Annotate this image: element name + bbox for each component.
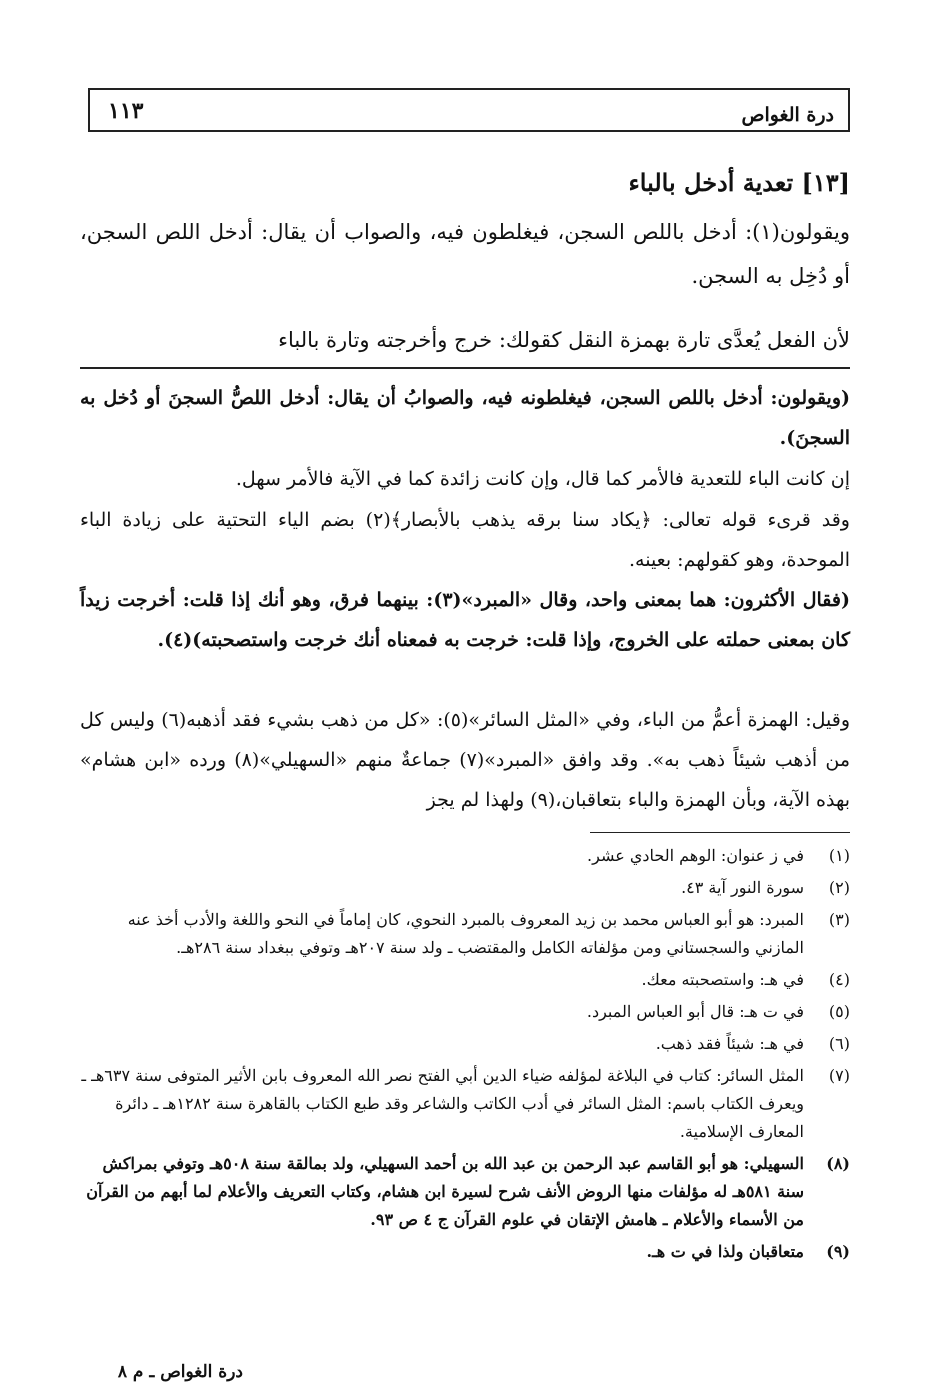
footnote-item <box>80 906 850 962</box>
footnote-text: في هـ: شيئاً فقد ذهب. <box>655 1034 804 1053</box>
commentary-paragraph-1: إن كانت الباء للتعدية فالأمر كما قال، وإن كانت زائدة كما في الآية فالأمر سهل. <box>235 468 850 490</box>
footnote-text: متعاقبان ولذا في ت هـ. <box>646 1242 804 1261</box>
main-paragraph-1: ويقولون(١): أدخل باللص السجن، فيغلطون فيه، والصواب أن يقال: أدخل اللص السجن، أو دُخِل به السجن. <box>80 220 850 288</box>
footnote-text: السهيلي: هو أبو القاسم عبد الرحمن بن عبد الله بن أحمد السهيلي، ولد بمالقة سنة ٥٠٨هـ وتوفي بمراكش سنة ٥٨١هـ له مؤلفات منها الروض الأنف شرح لسيرة ابن هشام، وكتاب التعريف والأعلام لما أبهم من القرآن من الأسماء والأعلام ـ هامش الإتقان في علوم القرآن ج ٤ ص ٩٣. <box>86 1154 804 1229</box>
footnote-item <box>80 842 850 870</box>
commentary-paragraph-2: وقد قرىء قوله تعالى: ﴿يكاد سنا برقه يذهب بالأبصار﴾(٢) بضم الياء التحتية على زيادة الباء الموحدة، وهو كقولهم: بعينه. <box>80 509 850 571</box>
footnote-number: (٧) <box>828 1066 850 1085</box>
footnote-text: المبرد: هو أبو العباس محمد بن زيد المعروف بالمبرد النحوي، كان إماماً في النحو واللغة والأدب أخذ عنه المازني والسجستاني ومن مؤلفاته الكامل والمقتضب ـ ولد سنة ٢٠٧هـ وتوفي ببغداد سنة ٢٨٦هـ. <box>127 910 804 957</box>
footnote-number: (٥) <box>828 1002 850 1021</box>
footnote-text: في ت هـ: قال أبو العباس المبرد. <box>586 1002 804 1021</box>
footnote-item <box>80 1238 850 1266</box>
page-footer: درة الغواص ـ م ٨ <box>117 1362 243 1382</box>
footnote-number: (٤) <box>828 970 850 989</box>
footnote-text: سورة النور آية ٤٣. <box>681 878 804 897</box>
section-divider <box>80 367 850 369</box>
footnote-item <box>80 1030 850 1058</box>
section-heading: [١٣] تعدية أدخل بالباء <box>628 168 850 197</box>
page-header <box>88 88 850 132</box>
footnote-item <box>80 1062 850 1146</box>
footnote-item <box>80 966 850 994</box>
footnote-separator <box>590 832 850 833</box>
footnote-item <box>80 998 850 1026</box>
commentary-paragraph-3: وقيل: الهمزة أعمُّ من الباء، وفي «المثل السائر»(٥): «كل من ذهب بشيء فقد أذهبه(٦) وليس كل من أذهب شيئاً ذهب به». وقد وافق «المبرد»(٧) جماعةٌ منهم «السهيلي»(٨) ورده «ابن هشام» بهذه الآية، وبأن الهمزة والباء بتعاقبان،(٩) ولهذا لم يجز <box>80 709 851 811</box>
footnote-number: (٨) <box>826 1154 850 1173</box>
footnote-text: في ز عنوان: الوهم الحادي عشر. <box>587 846 804 865</box>
footnote-number: (٦) <box>828 1034 850 1053</box>
footnote-text: في هـ: واستصحبته معك. <box>641 970 804 989</box>
commentary-quote-1: (ويقولون: أدخل باللص السجن، فيغلطونه فيه، والصوابُ أن يقال: أدخل اللصُّ السجنَ أو دُخل به السجنَ). <box>80 387 850 449</box>
footnote-item <box>80 874 850 902</box>
main-paragraph-2: لأن الفعل يُعدَّى تارة بهمزة النقل كقولك: خرج وأخرجته وتارة بالباء <box>278 328 850 352</box>
footnote-number: (١) <box>828 846 850 865</box>
header-title: درة الغواص <box>741 104 834 126</box>
page-number: ١١٣ <box>108 98 144 124</box>
footnote-number: (٩) <box>826 1242 850 1261</box>
footnote-number: (٢) <box>828 878 850 897</box>
footnote-number: (٣) <box>828 910 850 929</box>
footnote-text: المثل السائر: كتاب في البلاغة لمؤلفه ضياء الدين أبي الفتح نصر الله المعروف بابن الأثير المتوفى سنة ٦٣٧هـ ـ ويعرف الكتاب باسم: المثل السائر في أدب الكاتب والشاعر وقد طبع الكتاب بالقاهرة سنة ١٢٨٢هـ ـ دائرة المعارف الإسلامية. <box>81 1066 804 1141</box>
footnote-item <box>80 1150 850 1234</box>
footnote-list <box>80 842 850 1270</box>
commentary-quote-2: (فقال الأكثرون: هما بمعنى واحد، وقال «المبرد»(٣): بينهما فرق، وهو أنك إذا قلت: أخرجت زيداً كان بمعنى حملته على الخروج، وإذا قلت: خرجت به فمعناه أنك خرجت واستصحبته)(٤). <box>80 589 850 651</box>
